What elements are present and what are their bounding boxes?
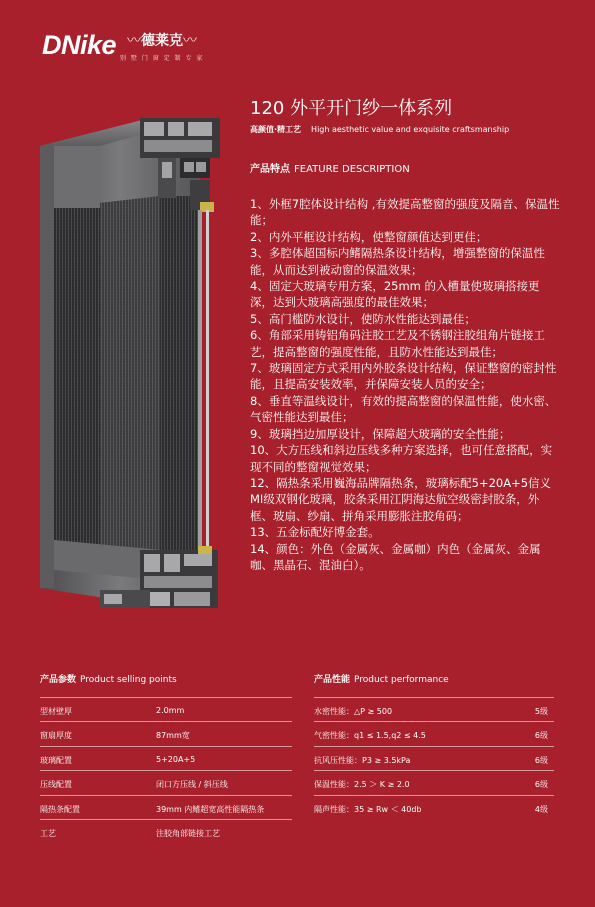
table-row [314,795,554,819]
feature-item: 13、五金标配好博金套。 [250,525,380,540]
page-subtitle [250,124,509,135]
features-heading-en: FEATURE DESCRIPTION [294,164,410,175]
params-heading [40,672,177,685]
performance-grade: 4级 [534,804,548,814]
params-heading-cn: 产品参数 [40,675,77,685]
table-row [40,819,292,843]
subtitle-en: High aesthetic value and exquisite craftsmanship [311,125,510,134]
performance-table [314,697,554,819]
feature-item: 8、垂直等温线设计，有效的提高整窗的保温性能，使水密、气密性能达到最佳； [250,393,557,425]
subtitle-cn: 高颜值·精工艺 [250,125,302,134]
table-row [40,746,292,770]
performance-label: 隔声性能：35 ≥ Rw ＜ 40db [314,804,422,814]
performance-label: 气密性能：q1 ≤ 1.5,q2 ≤ 4.5 [314,731,426,741]
performance-grade: 6级 [534,780,548,790]
param-value: 87mm宽 [156,731,190,741]
param-value: 39mm 内鳍超宽高性能隔热条 [156,804,265,814]
feature-item: 6、角部采用铸铝角码注胶工艺及不锈钢注胶组角片链接工艺，提高整窗的强度性能，且防水性能达到最佳； [250,328,545,359]
param-value: 2.0mm [156,706,185,715]
table-row [40,721,292,745]
performance-grade: 6级 [534,755,548,765]
feature-item: 3、多腔体超国标内鳍隔热条设计结构，增强整窗的保温性能，从而达到被动窗的保温效果； [250,246,545,277]
param-value: 注胶角部链接工艺 [156,828,220,838]
feature-item: 7、玻璃固定方式采用内外胶条设计结构，保证整窗的密封性能，且提高安装效率，并保障安装人员的安全； [250,361,557,392]
brand-logo [42,30,116,60]
param-value: 闭口方压线 / 斜压线 [156,780,228,790]
performance-heading [314,672,449,685]
page-title: 120 外平开门纱一体系列 [250,98,453,119]
feature-item: 2、内外平框设计结构，使整窗颜值达到更佳； [250,229,488,244]
feature-list [250,196,562,573]
feature-item: 12、隔热条采用巍海品牌隔热条，玻璃标配5+20A+5信义MI级双钢化玻璃，胶条采用江阴海达航空级密封胶条，外框、玻扇、纱扇、拼角采用膨胀注胶角码； [250,475,552,523]
feature-item: 9、玻璃挡边加厚设计，保障超大玻璃的安全性能； [250,426,511,441]
param-label: 工艺 [40,828,56,838]
frame-upper-inner [54,146,100,208]
table-row [314,746,554,770]
table-row [314,721,554,745]
performance-label: 抗风压性能：P3 ≥ 3.5kPa [314,755,411,765]
feature-item: 1、外框7腔体设计结构 ,有效提高整窗的强度及隔音、保温性能； [250,197,560,228]
performance-grade: 5级 [534,707,548,716]
brand-cn-text: 德莱克 [141,33,183,49]
param-value: 5+20A+5 [156,754,196,764]
table-row [314,770,554,794]
glass-reflection [100,196,160,550]
table-row [40,795,292,819]
features-heading-cn: 产品特点 [250,164,290,175]
param-label: 型材壁厚 [40,707,72,716]
brand-cn-name: 〰德莱克〰 [127,33,197,49]
param-label: 隔热条配置 [40,804,80,814]
feature-item: 10、大方压线和斜边压线多种方案选择，也可任意搭配，实现不同的整窗视觉效果； [250,443,553,474]
frame-left-edge [40,146,54,588]
brand-logo-text: DNike [42,30,117,60]
table-row [314,697,554,721]
feature-item: 5、高门槛防水设计，使防水性能达到最佳； [250,311,476,326]
performance-grade: 6级 [534,731,548,741]
performance-label: 保温性能：2.5 ＞ K ≥ 2.0 [314,780,410,790]
table-row [40,697,292,721]
param-label: 玻璃配置 [40,755,72,765]
performance-heading-en: Product performance [354,675,449,685]
table-row [40,770,292,794]
feature-item: 4、固定大玻璃专用方案，25mm 的入槽量使玻璃搭接更深，达到大玻璃高强度的最佳效果； [250,279,540,310]
features-heading [250,160,410,175]
param-label: 压线配置 [40,780,72,790]
glass-edge [198,210,202,550]
params-table [40,697,292,843]
params-heading-en: Product selling points [80,675,177,685]
param-label: 窗扇厚度 [40,731,72,741]
brand-slogan: 别 墅 门 窗 定 制 专 家 [120,55,204,62]
door-profile-image [40,110,245,630]
performance-heading-cn: 产品性能 [314,675,351,685]
glass-edge-inner [206,210,209,550]
feature-item: 14、颜色：外色（金属灰、金属咖）内色（金属灰、金属咖、黑晶石、混油白）。 [250,541,541,572]
performance-label: 水密性能：△P ≥ 500 [314,707,393,716]
